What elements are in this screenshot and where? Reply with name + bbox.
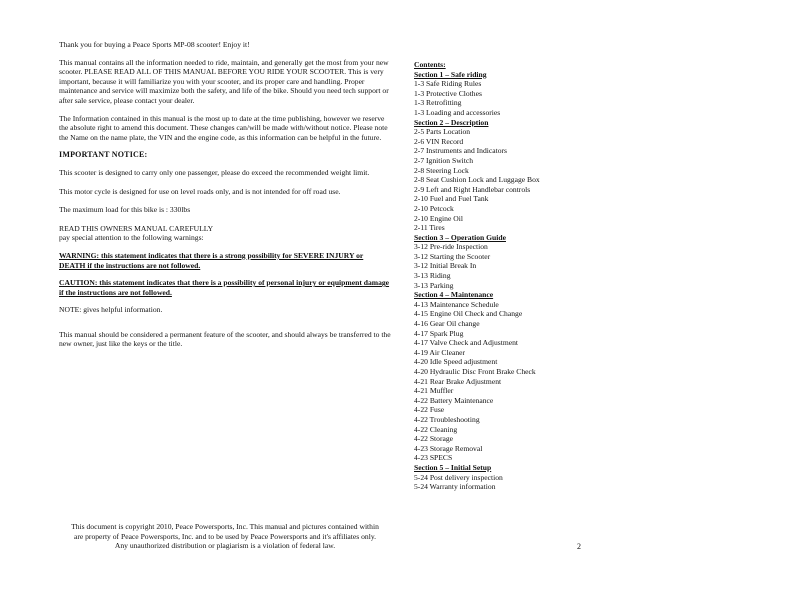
contents-item: 4-20 Idle Speed adjustment <box>414 357 498 367</box>
contents-item: 4-16 Gear Oil change <box>414 319 480 329</box>
contents-item: 2-5 Parts Location <box>414 127 471 137</box>
contents-item: 2-10 Fuel and Fuel Tank <box>414 194 489 204</box>
max-load-notice: The maximum load for this bike is : 330lbs <box>59 205 191 215</box>
contents-item: 4-22 Storage <box>414 434 454 444</box>
contents-item: 5-24 Warranty information <box>414 482 496 492</box>
note-statement: NOTE: gives helpful information. <box>59 305 163 315</box>
pay-attention-line: pay special attention to the following warnings: <box>59 233 204 243</box>
contents-item: 4-19 Air Cleaner <box>414 347 466 357</box>
section-heading: Section 5 – Initial Setup <box>414 462 492 472</box>
contents-item: 1-3 Retrofitting <box>414 98 462 108</box>
contents-item: 2-9 Left and Right Handlebar controls <box>414 184 531 194</box>
contents-item: 4-13 Maintenance Schedule <box>414 299 499 309</box>
contents-title: Contents: <box>414 60 446 69</box>
contents-item: 3-12 Starting the Scooter <box>414 251 491 261</box>
section-heading: Section 1 – Safe riding <box>414 69 487 79</box>
contents-item: 1-3 Safe Riding Rules <box>414 79 482 89</box>
caution-statement: CAUTION: this statement indicates that there is a possibility of personal injury or equipment damage if the instructions are not followed. <box>59 278 390 297</box>
information-paragraph: The Information contained in this manual is the most up to date at the time publishing, however we reserve the absolute right to amend this document. These changes can/will be made with/without notice. Please note the Name on the name plate, the VIN and the engine code, as this information can be helpful in the future. <box>59 113 388 142</box>
contents-item: 4-17 Spark Plug <box>414 328 464 338</box>
contents-item: 2-11 Tires <box>414 223 445 233</box>
contents-item: 4-21 Rear Brake Adjustment <box>414 376 502 386</box>
section-heading: Section 2 – Description <box>414 117 489 127</box>
contents-item: 2-7 Instruments and Indicators <box>414 146 508 156</box>
contents-item: 1-3 Protective Clothes <box>414 88 482 98</box>
contents-item: 2-8 Seat Cushion Lock and Luggage Box <box>414 175 540 185</box>
contents-item: 4-17 Valve Check and Adjustment <box>414 338 519 348</box>
contents-item: 4-15 Engine Oil Check and Change <box>414 309 523 319</box>
passenger-notice: This scooter is designed to carry only one passenger, please do exceed the recommended weight limit. <box>59 167 370 177</box>
copyright-footer <box>56 522 394 551</box>
contents-item: 4-23 SPECS <box>414 453 453 463</box>
permanent-feature-paragraph: This manual should be considered a permanent feature of the scooter, and should always be transferred to the new owner, just like the keys or the title. <box>59 329 391 349</box>
copyright-line: are property of Peace Powersports, Inc. and to be used by Peace Powersports and it's affiliates only. <box>73 531 377 541</box>
contents-item: 2-10 Engine Oil <box>414 213 463 223</box>
contents-item: 4-22 Troubleshooting <box>414 414 480 424</box>
table-of-contents <box>414 60 564 492</box>
thanks-line: Thank you for buying a Peace Sports MP-08 scooter! Enjoy it! <box>59 40 250 49</box>
intro-column <box>59 40 391 349</box>
copyright-line: This document is copyright 2010, Peace Powersports, Inc. This manual and pictures contained within <box>71 522 379 531</box>
contents-item: 3-13 Parking <box>414 280 454 290</box>
contents-item: 2-10 Petcock <box>414 203 454 213</box>
warning-statement: WARNING: this statement indicates that there is a strong possibility for SEVERE INJURY or DEATH if the instructions are not followed. <box>59 250 364 270</box>
section-heading: Section 4 – Maintenance <box>414 290 494 300</box>
section-heading: Section 3 – Operation Guide <box>414 232 506 242</box>
contents-item: 4-20 Hydraulic Disc Front Brake Check <box>414 367 536 376</box>
contents-item: 4-22 Fuse <box>414 405 445 415</box>
contents-item: 2-6 VIN Record <box>414 136 464 146</box>
contents-item: 5-24 Post delivery inspection <box>414 472 503 482</box>
contents-item: 4-23 Storage Removal <box>414 443 483 453</box>
contents-item: 3-12 Initial Break In <box>414 261 477 271</box>
copyright-line: Any unauthorized distribution or plagiarism is a violation of federal law. <box>114 541 336 551</box>
page-number: 2 <box>577 542 581 551</box>
contents-item: 4-22 Cleaning <box>414 424 458 434</box>
contents-item: 4-21 Muffler <box>414 386 454 396</box>
contents-item: 3-13 Riding <box>414 271 451 281</box>
contents-item: 2-7 Ignition Switch <box>414 155 474 165</box>
read-carefully-line: READ THIS OWNERS MANUAL CAREFULLY <box>59 223 214 233</box>
important-notice-heading: IMPORTANT NOTICE: <box>59 150 148 160</box>
contents-item: 3-12 Pre-ride Inspection <box>414 242 488 252</box>
contents-item: 1-3 Loading and accessories <box>414 107 501 117</box>
road-notice: This motor cycle is designed for use on level roads only, and is not intended for off road use. <box>59 186 341 196</box>
contents-item: 2-8 Steering Lock <box>414 165 469 175</box>
contents-item: 4-22 Battery Maintenance <box>414 395 494 405</box>
manual-info-paragraph: This manual contains all the information needed to ride, maintain, and generally get the most from your new scooter. PLEASE READ ALL OF THIS MANUAL BEFORE YOU RIDE YOUR SCOOTER. This is very important, because it will familiarize you with your scooter, and its proper care and handling. Proper maintenance and service will maximize both the safety, and life of the bike. Should you need tech support or after sale service, please contact your dealer. <box>59 57 389 105</box>
